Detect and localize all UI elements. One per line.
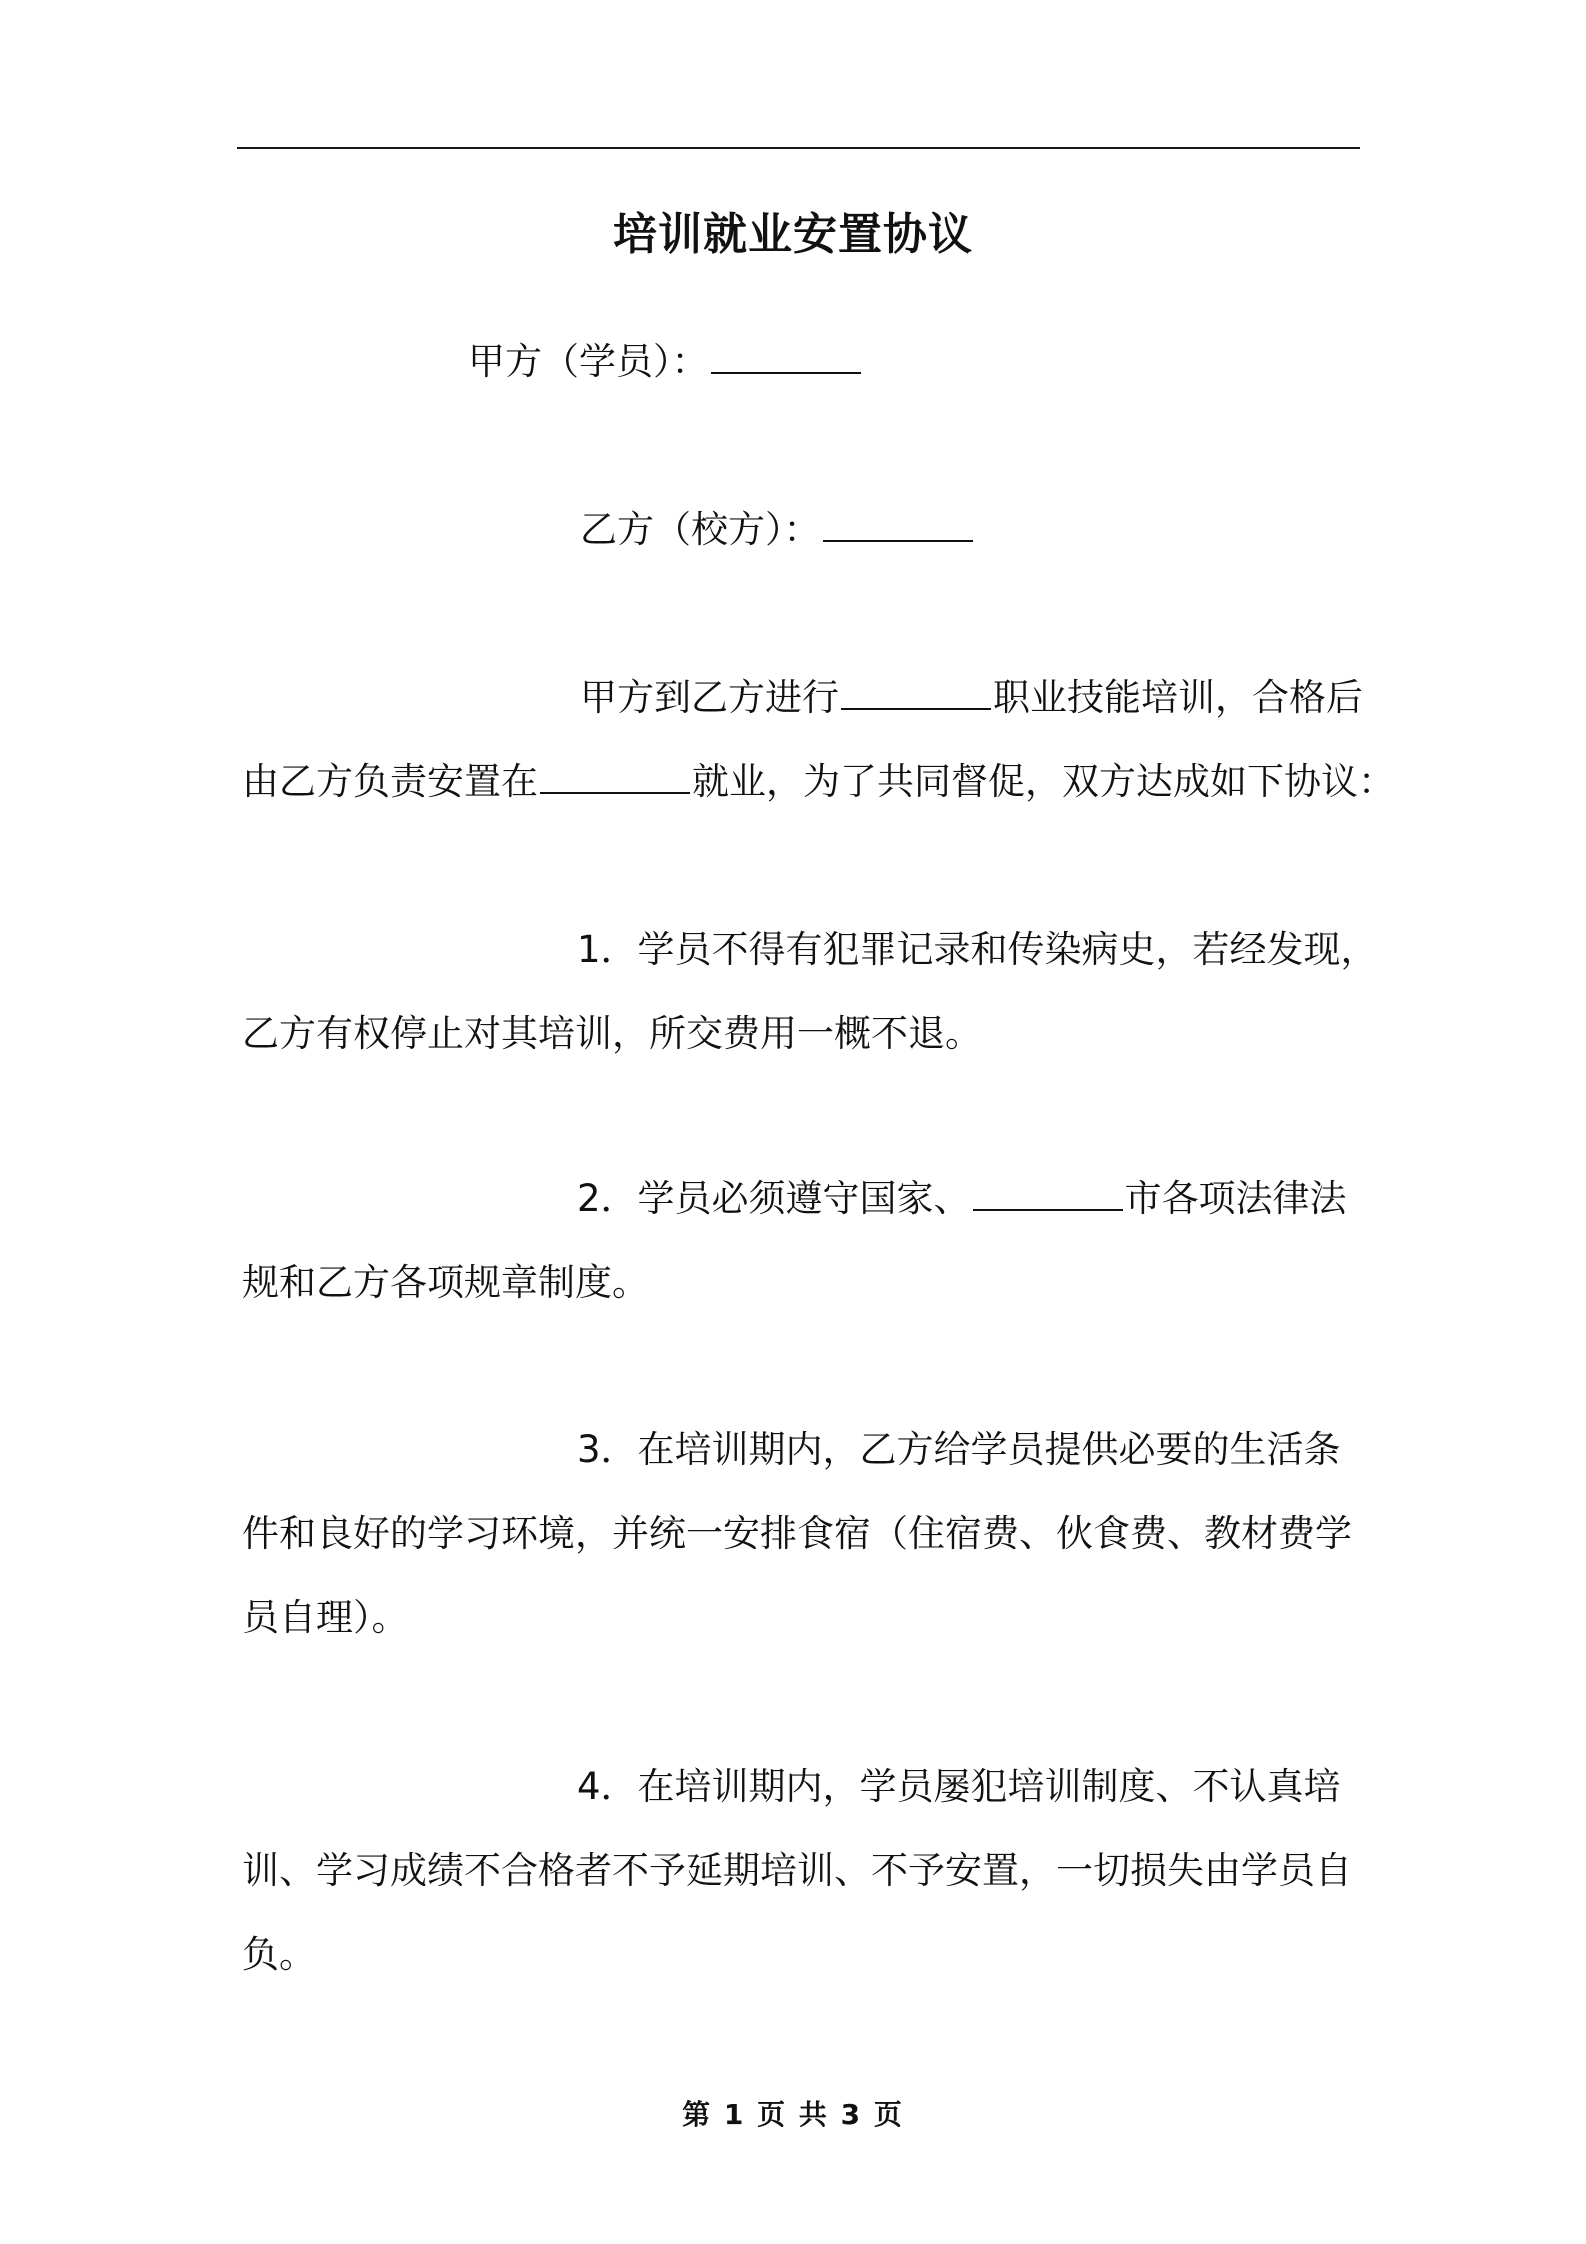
city-blank bbox=[973, 1172, 1123, 1211]
party-b-label: 乙方（校方）： bbox=[580, 508, 821, 551]
clause-4-line-3: 负。 bbox=[242, 1933, 316, 1976]
clause-3-line-2: 件和良好的学习环境，并统一安排食宿（住宿费、伙食费、教材费学 bbox=[242, 1512, 1352, 1555]
clause-2-text-a: 2．学员必须遵守国家、 bbox=[577, 1177, 971, 1220]
clause-3-line-3: 员自理）。 bbox=[242, 1596, 409, 1639]
intro-text-2a: 由乙方负责安置在 bbox=[242, 760, 538, 803]
clause-1-line-1: 1．学员不得有犯罪记录和传染病史，若经发现， bbox=[577, 928, 1378, 971]
clause-2-line-2: 规和乙方各项规章制度。 bbox=[242, 1261, 649, 1304]
page-indicator: 第 1 页 共 3 页 bbox=[682, 2098, 904, 2131]
placement-location-blank bbox=[540, 755, 690, 794]
clause-4 bbox=[242, 1745, 1402, 1997]
clause-4-line-2: 训、学习成绩不合格者不予延期培训、不予安置，一切损失由学员自 bbox=[242, 1849, 1352, 1892]
intro-text-1a: 甲方到乙方进行 bbox=[580, 676, 839, 719]
clause-1 bbox=[242, 908, 1402, 1076]
header-divider bbox=[237, 147, 1360, 149]
party-b-line bbox=[580, 488, 1586, 572]
intro-text-1b: 职业技能培训，合格后 bbox=[993, 676, 1363, 719]
intro-paragraph bbox=[242, 656, 1402, 824]
clause-3 bbox=[242, 1408, 1402, 1660]
intro-line-1 bbox=[242, 656, 1402, 740]
party-a-blank bbox=[711, 335, 861, 374]
clause-2 bbox=[242, 1157, 1402, 1325]
clause-2-text-b: 市各项法律法 bbox=[1124, 1177, 1347, 1220]
party-a-label: 甲方（学员）： bbox=[468, 340, 709, 383]
intro-line-2 bbox=[242, 740, 1402, 824]
document-title: 培训就业安置协议 bbox=[613, 209, 973, 260]
clause-3-line-1: 3．在培训期内，乙方给学员提供必要的生活条 bbox=[577, 1428, 1341, 1471]
party-b-blank bbox=[823, 503, 973, 542]
clause-2-line-1 bbox=[242, 1157, 1402, 1241]
clause-4-line-1: 4．在培训期内，学员屡犯培训制度、不认真培 bbox=[577, 1765, 1341, 1808]
clause-1-line-2: 乙方有权停止对其培训，所交费用一概不退。 bbox=[242, 1012, 982, 1055]
party-a-line bbox=[468, 320, 1586, 404]
training-type-blank bbox=[841, 671, 991, 710]
intro-text-2b: 就业，为了共同督促，双方达成如下协议： bbox=[692, 760, 1395, 803]
